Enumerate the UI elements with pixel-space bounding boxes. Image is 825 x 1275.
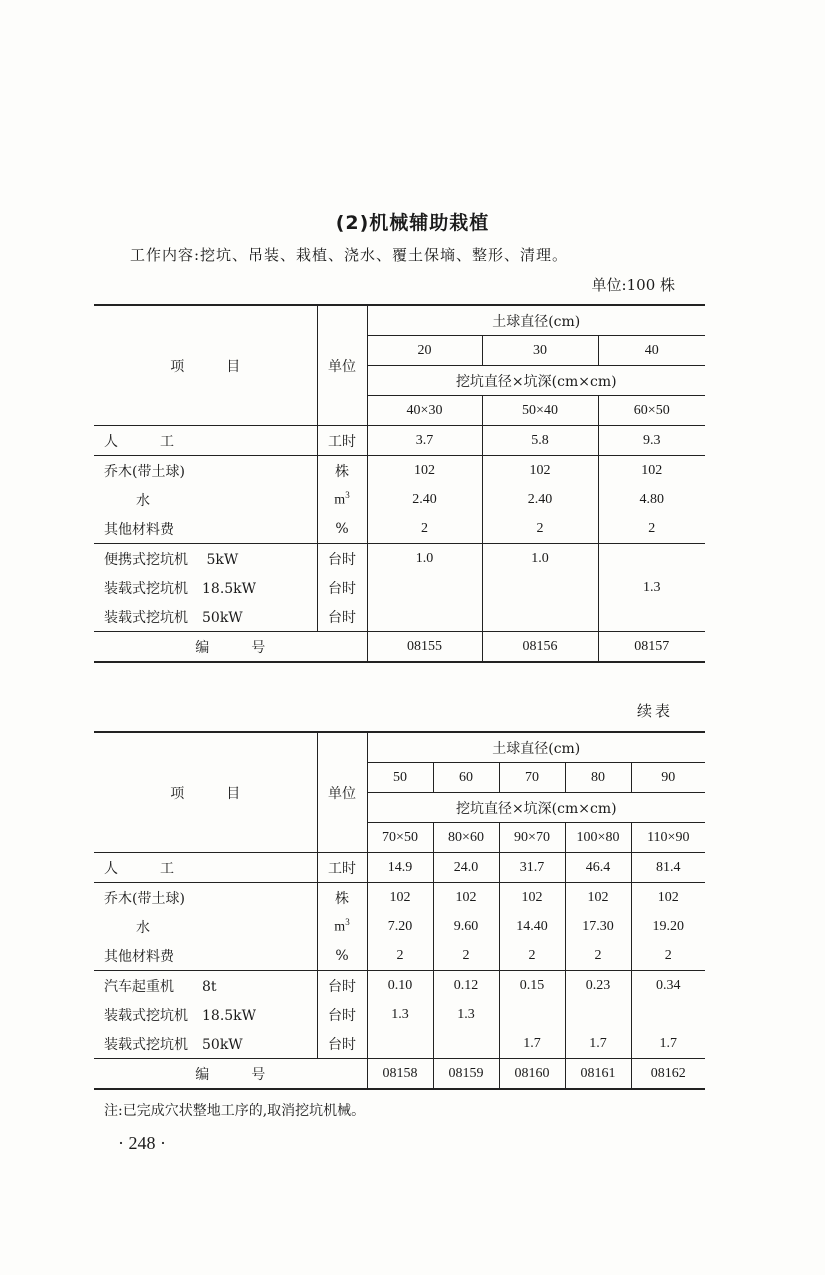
value-cell: 46.4 [565,853,631,883]
unit-cell [317,485,367,514]
value-cell: 24.0 [433,853,499,883]
value-cell: 102 [499,883,565,913]
value-cell [499,1000,565,1029]
code-value: 08161 [565,1059,631,1090]
unit-cell: 台时 [317,602,367,632]
unit-cell: 台时 [317,544,367,574]
pit-value: 90×70 [499,823,565,853]
value-cell: 102 [367,456,482,486]
value-cell: 1.0 [367,544,482,574]
value-cell: 19.20 [631,912,705,941]
value-cell: 0.34 [631,971,705,1001]
pit-value: 110×90 [631,823,705,853]
row-labor-label: 人 工 [94,853,317,883]
value-cell: 102 [367,883,433,913]
quota-table-1 [94,304,705,663]
value-cell [631,1000,705,1029]
pit-value: 80×60 [433,823,499,853]
value-cell: 2 [598,514,705,544]
value-cell [598,602,705,632]
row-labor-label: 人 工 [94,426,317,456]
value-cell: 17.30 [565,912,631,941]
value-cell [367,1029,433,1059]
section-title: (2)机械辅助栽植 [335,212,490,234]
ball-value: 80 [565,763,631,793]
value-cell: 1.7 [499,1029,565,1059]
pit-value: 60×50 [598,396,705,426]
value-cell: 0.10 [367,971,433,1001]
row-water-label: 水 [136,919,150,936]
value-cell: 102 [565,883,631,913]
code-value: 08156 [482,632,598,663]
ball-value: 50 [367,763,433,793]
value-cell [565,1000,631,1029]
value-cell: 1.3 [367,1000,433,1029]
unit-cell: 株 [317,456,367,486]
value-cell [367,602,482,632]
unit-cell: 工时 [317,853,367,883]
row-tree-label: 乔木(带土球) [94,456,317,486]
unit-cell: 台时 [317,1000,367,1029]
code-value: 08157 [598,632,705,663]
quota-table-2 [94,731,705,1090]
value-cell: 2.40 [367,485,482,514]
value-cell: 0.23 [565,971,631,1001]
code-value: 08159 [433,1059,499,1090]
item-header: 项 目 [94,305,317,426]
value-cell: 0.12 [433,971,499,1001]
value-cell: 1.3 [598,573,705,602]
work-content: 工作内容:挖坑、吊装、栽植、浇水、覆土保墒、整形、清理。 [130,246,569,264]
code-header: 编 号 [94,632,367,663]
value-cell [482,602,598,632]
ball-value: 30 [482,336,598,366]
row-crane-label: 汽车起重机 8t [94,971,317,1001]
ball-diameter-header: 土球直径(cm) [367,305,705,336]
value-cell: 2.40 [482,485,598,514]
value-cell: 2 [433,941,499,971]
unit-header: 单位 [317,305,367,426]
value-cell: 1.7 [631,1029,705,1059]
unit-label: 单位:100 株 [591,276,675,294]
row-loader-50-label: 装载式挖坑机 50kW [104,609,243,626]
pit-value: 40×30 [367,396,482,426]
value-cell [482,573,598,602]
row-tree-label: 乔木(带土球) [94,883,317,913]
value-cell: 81.4 [631,853,705,883]
row-loader-50-label: 装载式挖坑机 50kW [104,1036,243,1053]
unit-m3: m [334,919,346,935]
value-cell: 3.7 [367,426,482,456]
unit-cell: 台时 [317,573,367,602]
row-other-label: 其他材料费 [104,948,174,965]
value-cell: 102 [482,456,598,486]
value-cell [598,544,705,574]
value-cell: 1.0 [482,544,598,574]
row-water-label: 水 [136,492,150,509]
ball-value: 20 [367,336,482,366]
unit-cell: % [317,514,367,544]
unit-cell: % [317,941,367,971]
row-loader-18-label: 装载式挖坑机 18.5kW [104,580,257,597]
value-cell: 2 [499,941,565,971]
value-cell: 7.20 [367,912,433,941]
unit-m3: m [334,492,346,508]
value-cell: 9.3 [598,426,705,456]
value-cell: 5.8 [482,426,598,456]
value-cell: 2 [367,514,482,544]
value-cell: 1.7 [565,1029,631,1059]
unit-cell: 工时 [317,426,367,456]
row-loader-18-label: 装载式挖坑机 18.5kW [104,1007,257,1024]
value-cell: 2 [367,941,433,971]
ball-value: 40 [598,336,705,366]
pit-value: 50×40 [482,396,598,426]
unit-cell: 台时 [317,1029,367,1059]
value-cell [433,1029,499,1059]
code-value: 08162 [631,1059,705,1090]
value-cell: 2 [631,941,705,971]
value-cell: 1.3 [433,1000,499,1029]
value-cell: 102 [433,883,499,913]
code-value: 08155 [367,632,482,663]
pit-size-header: 挖坑直径×坑深(cm×cm) [367,366,705,396]
unit-m3-exponent: 3 [345,917,350,928]
ball-value: 60 [433,763,499,793]
value-cell: 14.40 [499,912,565,941]
value-cell: 14.9 [367,853,433,883]
value-cell: 9.60 [433,912,499,941]
ball-diameter-header: 土球直径(cm) [367,732,705,763]
pit-value: 70×50 [367,823,433,853]
value-cell: 2 [565,941,631,971]
value-cell: 31.7 [499,853,565,883]
value-cell: 102 [598,456,705,486]
code-value: 08158 [367,1059,433,1090]
ball-value: 90 [631,763,705,793]
ball-value: 70 [499,763,565,793]
code-header: 编 号 [94,1059,367,1090]
value-cell: 0.15 [499,971,565,1001]
item-header: 项 目 [94,732,317,853]
continued-label: 续表 [636,702,673,720]
value-cell: 4.80 [598,485,705,514]
page-number: · 248 · [118,1133,166,1153]
pit-value: 100×80 [565,823,631,853]
code-value: 08160 [499,1059,565,1090]
pit-size-header: 挖坑直径×坑深(cm×cm) [367,793,705,823]
unit-cell: 株 [317,883,367,913]
value-cell: 102 [631,883,705,913]
value-cell [367,573,482,602]
row-other-label: 其他材料费 [104,521,174,538]
unit-header: 单位 [317,732,367,853]
row-portable-digger-label: 便携式挖坑机 5kW [94,544,317,574]
footnote: 注:已完成穴状整地工序的,取消挖坑机械。 [104,1103,366,1119]
unit-cell [317,912,367,941]
unit-m3-exponent: 3 [345,490,350,501]
unit-cell: 台时 [317,971,367,1001]
value-cell: 2 [482,514,598,544]
